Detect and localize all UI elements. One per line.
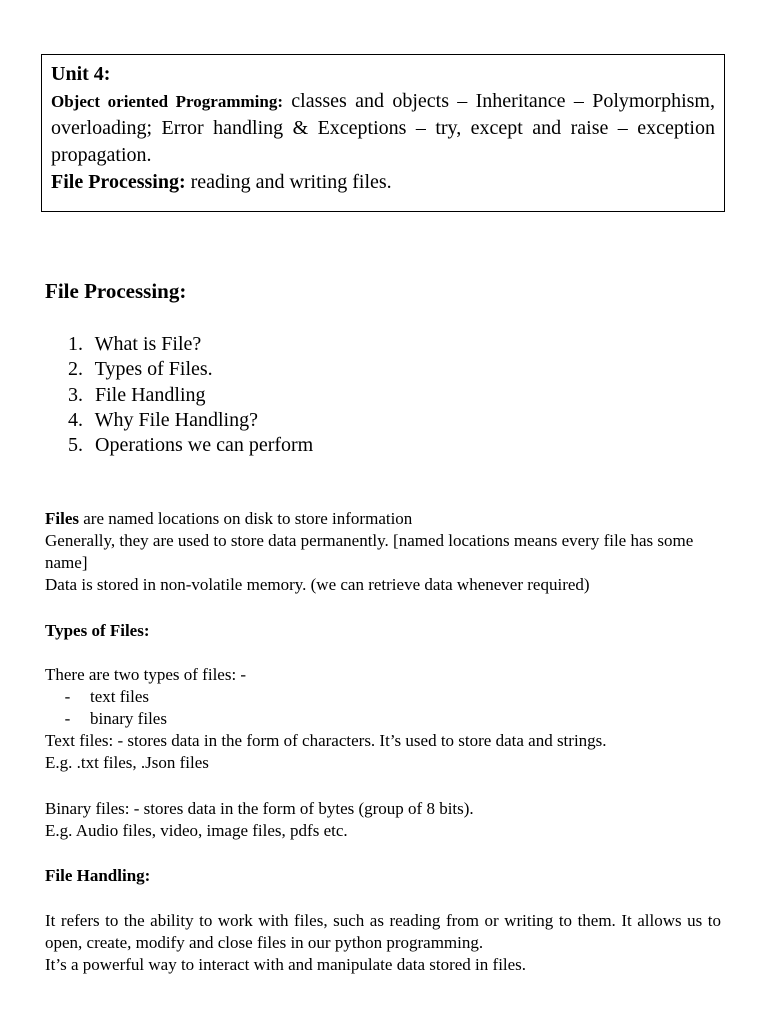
dash-bullet: - [64, 709, 71, 728]
file-type-label: text files [90, 687, 150, 706]
toc-label: Why File Handling? [94, 408, 258, 431]
toc-number: 1. [68, 333, 83, 355]
files-line-1-rest: are named locations on disk to store information [79, 509, 413, 528]
files-line-3: Data is stored in non-volatile memory. (we can retrieve data whenever required) [45, 575, 590, 594]
types-of-files-section [45, 664, 721, 774]
text-files-example: E.g. .txt files, .Json files [45, 753, 209, 772]
toc-item [68, 408, 313, 433]
binary-files-description: Binary files: - stores data in the form of bytes (group of 8 bits). [45, 799, 474, 818]
files-definition-section [45, 508, 721, 596]
toc-number: 4. [68, 408, 83, 431]
file-processing-heading: File Processing: [45, 279, 187, 303]
unit-summary-box [41, 54, 725, 212]
types-intro: There are two types of files: - [45, 665, 247, 684]
files-line-2: Generally, they are used to store data permanently. [named locations means every file has some name] [45, 531, 694, 572]
text-files-description: Text files: - stores data in the form of characters. It’s used to store data and strings. [45, 731, 607, 750]
file-type-item [45, 686, 721, 708]
files-bold-word: Files [45, 509, 79, 528]
file-handling-section [45, 910, 721, 976]
toc-number: 3. [68, 383, 83, 406]
fp-text: reading and writing files. [185, 171, 392, 193]
toc-number: 2. [68, 358, 83, 381]
toc-label: Operations we can perform [95, 434, 314, 457]
toc-item [68, 332, 313, 357]
toc-number: 5. [68, 434, 83, 457]
file-handling-last-line: It’s a powerful way to interact with and manipulate data stored in files. [45, 955, 527, 974]
binary-files-example: E.g. Audio files, video, image files, pdfs etc. [45, 821, 348, 840]
oop-text: classes and objects – Inheritance – Polymorphism, overloading; Error handling & Exceptions – try, except and raise – exception propagation. [51, 90, 715, 166]
file-types-list [45, 686, 721, 730]
file-type-item [45, 708, 721, 730]
files-line-1 [45, 508, 721, 530]
file-processing-toc [68, 332, 313, 458]
oop-label: Object oriented Programming: [51, 92, 283, 111]
file-handling-paragraph: It refers to the ability to work with files, such as reading from or writing to them. It allows us to open, create, modify and close files in our python programming. [45, 911, 721, 952]
toc-label: What is File? [94, 333, 202, 355]
file-handling-heading: File Handling: [45, 866, 151, 885]
toc-item [68, 383, 313, 408]
file-type-label: binary files [90, 709, 167, 728]
toc-label: Types of Files. [94, 358, 213, 381]
toc-label: File Handling [95, 383, 206, 406]
toc-item [68, 357, 313, 382]
dash-bullet: - [64, 687, 71, 706]
unit-fp-paragraph [51, 169, 715, 196]
toc-item [68, 433, 313, 458]
types-of-files-heading: Types of Files: [45, 621, 150, 640]
fp-label: File Processing: [51, 171, 186, 193]
binary-files-section [45, 798, 721, 842]
unit-oop-paragraph [51, 88, 715, 169]
unit-heading: Unit 4: [51, 63, 111, 85]
